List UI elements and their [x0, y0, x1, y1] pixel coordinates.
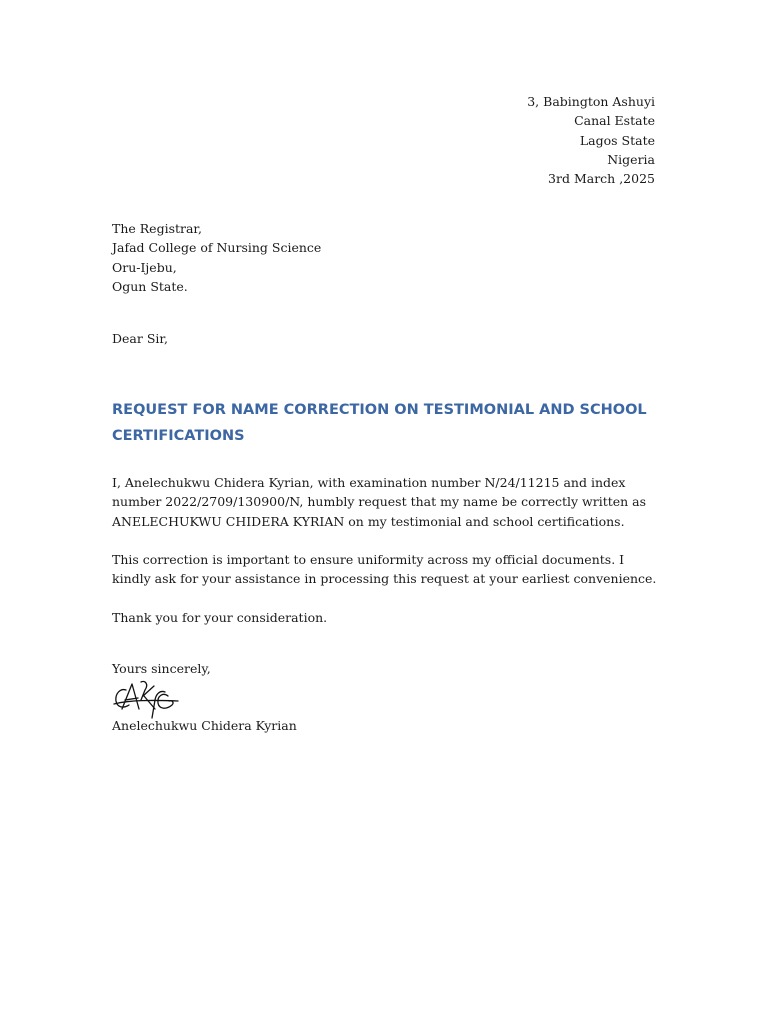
body-paragraph: Thank you for your consideration. — [112, 610, 328, 625]
sender-address-line: Canal Estate — [574, 113, 655, 129]
sender-address-line: Nigeria — [607, 151, 655, 167]
recipient-address-line: Ogun State. — [112, 278, 188, 294]
recipient-address-line: Oru-Ijebu, — [112, 259, 177, 275]
subject-heading: REQUEST FOR NAME CORRECTION ON TESTIMONIAL AND SCHOOL CERTIFICATIONS — [112, 402, 647, 444]
recipient-address-line: Jafad College of Nursing Science — [112, 240, 322, 256]
sender-address — [527, 92, 655, 188]
closing: Yours sincerely, — [112, 661, 211, 676]
salutation: Dear Sir, — [112, 331, 168, 346]
body-paragraph: I, Anelechukwu Chidera Kyrian, with examination number N/24/11215 and index number 2022/2709/130900/N, humbly request that my name be correctly written as ANELECHUKWU CHIDERA KYRIAN on my testimonial and school certifications. — [112, 475, 647, 529]
signer-name: Anelechukwu Chidera Kyrian — [112, 718, 297, 733]
recipient-address — [112, 219, 321, 296]
recipient-address-line: The Registrar, — [112, 221, 203, 236]
letter-date: 3rd March ,2025 — [548, 171, 655, 187]
body-paragraph: This correction is important to ensure uniformity across my official documents. I kindly ask for your assistance in processing this request at your earliest convenience. — [112, 552, 657, 587]
sender-address-line: Lagos State — [579, 132, 655, 148]
sender-address-line: 3, Babington Ashuyi — [527, 94, 655, 109]
